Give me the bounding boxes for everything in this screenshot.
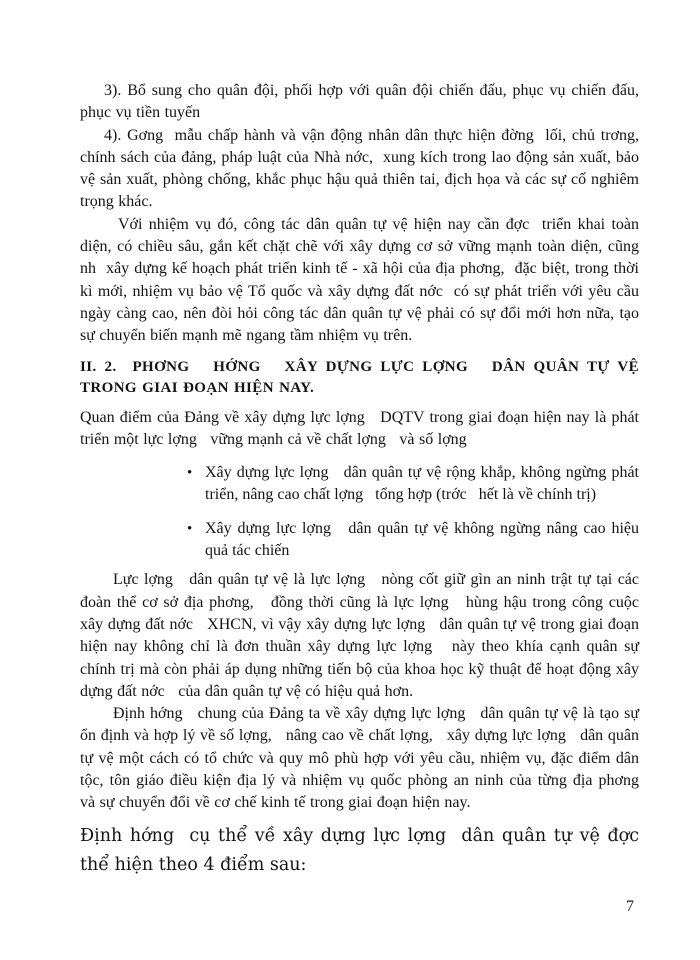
- paragraph-viewpoint: Quan điểm của Đảng về xây dựng lực lợng DQTV trong giai đoạn hiện nay là phát triển một lực lợng vững mạnh cả về chất lợng và số lợng: [80, 408, 644, 448]
- paragraph-item-3: 3). Bổ sung cho quân đội, phối hợp với quân đội chiến đấu, phục vụ chiến đấu, phục vụ tiền tuyến: [80, 82, 644, 122]
- paragraph-core-force: Lực lợng dân quân tự vệ là lực lợng nòng cốt giữ gìn an ninh trật tự tại các đoàn thể cơ sở địa phơng, đồng thời cũng là lực lợng hùng hậu trong công cuộc xây dựng đất nớc XHCN, vì vậy xây dựng lực lợng dân quân tự vệ trong giai đoạn hiện nay không chỉ là đơn thuần xây dựng lực lợng này theo khía cạnh quân sự chính trị mà còn phải áp dụng những tiến bộ của khoa học kỹ thuật để hoạt động xây dựng đất nớc của dân quân tự vệ có hiệu quả hơn.: [80, 571, 644, 700]
- bullet-icon: •: [187, 520, 193, 537]
- bullet-item-text: Xây dựng lực lợng dân quân tự vệ rộng khắp, không ngừng phát triển, nâng cao chất lợng tổng hợp (trớc hết là về chính trị): [205, 464, 643, 504]
- page-number: 7: [626, 898, 634, 915]
- document-content: [80, 80, 653, 880]
- section-heading: II. 2. PHƠNG HỚNG XÂY DỰNG LỰC LỢNG DÂN QUÂN TỰ VỆ TRONG GIAI ĐOẠN HIỆN NAY.: [80, 358, 644, 397]
- paragraph-closing: Định hớng cụ thể về xây dựng lực lợng dân quân tự vệ đợc thể hiện theo 4 điểm sau:: [80, 825, 651, 875]
- paragraph-item-4: 4). Gơng mẫu chấp hành và vận động nhân dân thực hiện đờng lối, chủ trơng, chính sách của đảng, pháp luật của Nhà nớc, xung kích trong lao động sản xuất, bảo vệ sản xuất, phòng chống, khắc phục hậu quả thiên tai, địch họa và các sự cố nghiêm trọng khác.: [80, 126, 648, 211]
- bullet-list: [187, 462, 643, 562]
- paragraph-mission: Với nhiệm vụ đó, công tác dân quân tự vệ hiện nay cần đợc triển khai toàn diện, có chiều sâu, gắn kết chặt chẽ với xây dựng cơ sở vững mạnh toàn diện, cũng nh xây dựng kế hoạch phát triển kinh tế - xã hội của địa phơng, đặc biệt, trong thời kì mới, nhiệm vụ bảo vệ Tổ quốc và xây dựng đất nớc có sự phát triển với yêu cầu ngày càng cao, nên đòi hỏi công tác dân quân tự vệ phải có sự đổi mới hơn nữa, tạo sự chuyển biến mạnh mẽ ngang tầm nhiệm vụ trên.: [80, 215, 644, 345]
- bullet-icon: •: [187, 465, 193, 482]
- paragraph-orientation: Định hớng chung của Đảng ta về xây dựng lực lợng dân quân tự vệ là tạo sự ổn định và hợp lý về số lợng, nâng cao về chất lợng, xây dựng lực lợng dân quân tự vệ một cách có tổ chức và quy mô phù hợp với yêu cầu, nhiệm vụ, đặc điểm dân tộc, tôn giáo điều kiện địa lý và nhiệm vụ quốc phòng an ninh của từng địa phơng và sự chuyển đổi về cơ chế kinh tế trong giai đoạn hiện nay.: [80, 705, 653, 812]
- list-item: [187, 518, 643, 563]
- list-item: [187, 462, 643, 507]
- bullet-item-text: Xây dựng lực lợng dân quân tự vệ không ngừng nâng cao hiệu quả tác chiến: [205, 519, 643, 560]
